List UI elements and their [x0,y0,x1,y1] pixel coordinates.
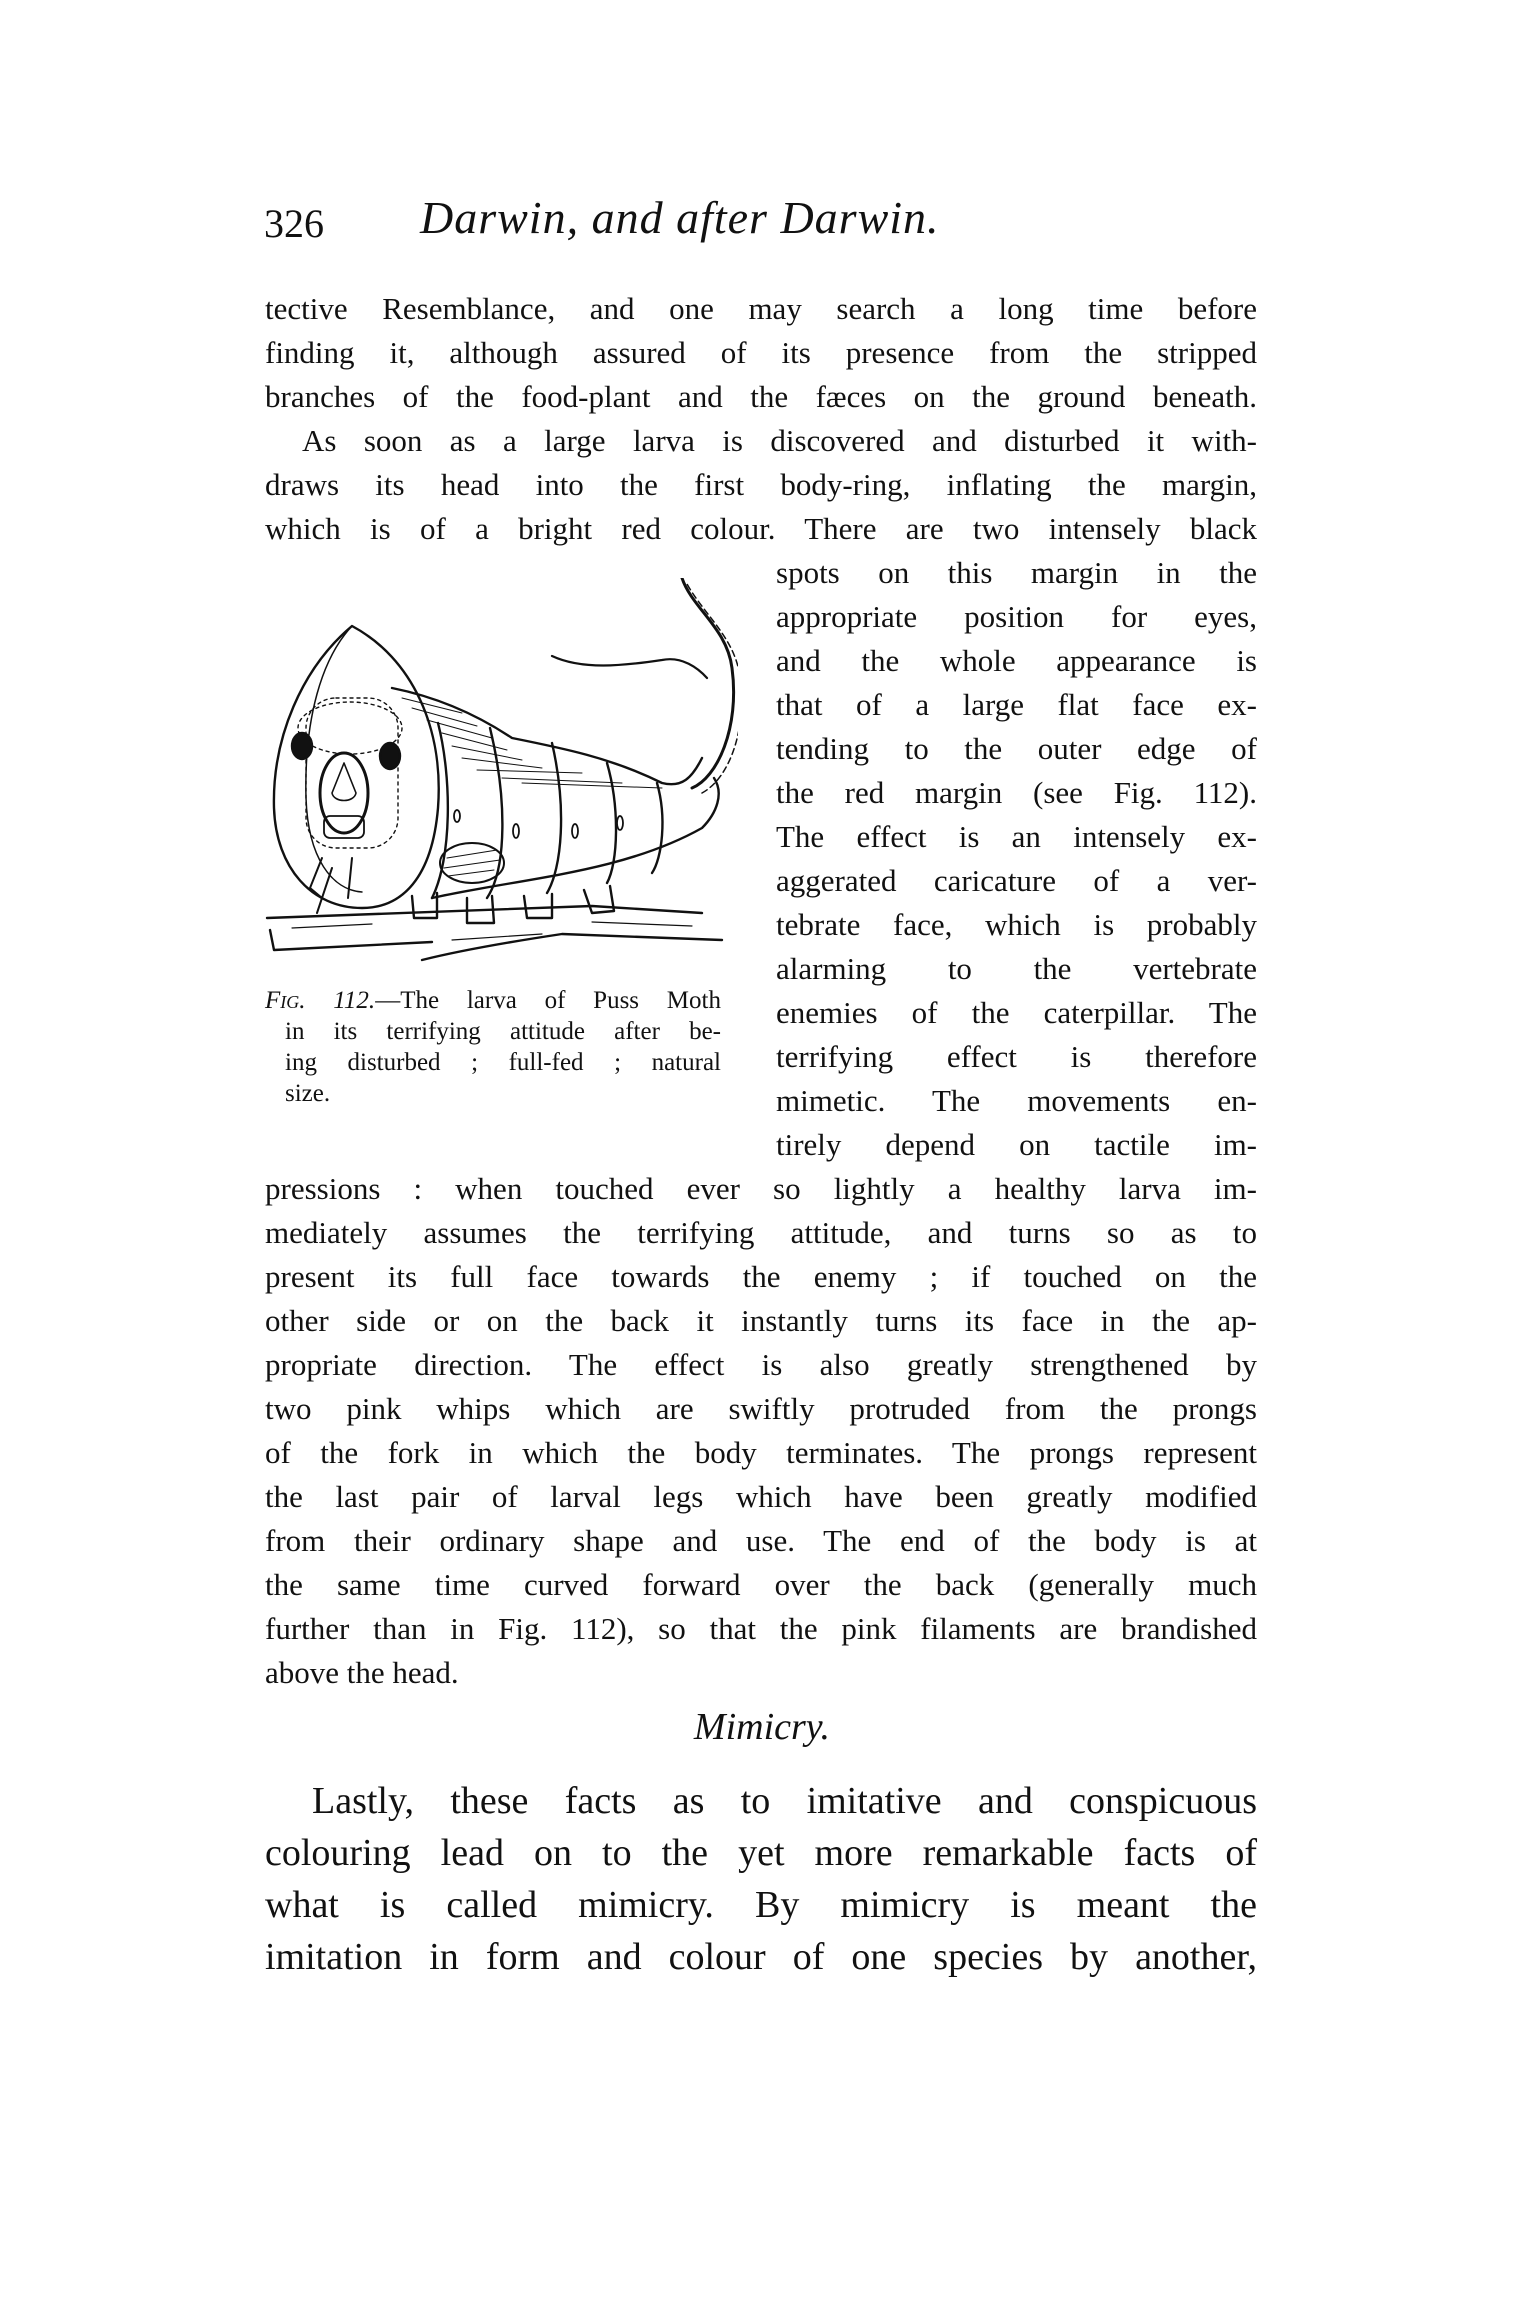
text-line: that of a large flat face ex- [776,687,1257,722]
text-line: The effect is an intensely ex- [776,819,1257,854]
text-line: branches of the food-plant and the fæces on the ground beneath. [265,379,1257,414]
text-line: other side or on the back it instantly turns its face in the ap- [265,1303,1257,1338]
text-line: the red margin (see Fig. 112). [776,775,1257,810]
text-line: draws its head into the first body-ring, inflating the margin, [265,467,1257,502]
caption-text: —The larva of Puss Moth [375,987,721,1014]
text-line: aggerated caricature of a ver- [776,863,1257,898]
text-line: present its full face towards the enemy ; if touched on the [265,1259,1257,1294]
text-line: which is of a bright red colour. There are two intensely black [265,511,1257,546]
text-line: finding it, although assured of its presence from the stripped [265,335,1257,370]
text-line: of the fork in which the body terminates. The prongs represent [265,1435,1257,1470]
text-line: colouring lead on to the yet more remarkable facts of [265,1832,1257,1874]
text-line: alarming to the vertebrate [776,951,1257,986]
text-line: two pink whips which are swiftly protruded from the prongs [265,1391,1257,1426]
text-line: tirely depend on tactile im- [776,1127,1257,1162]
text-line: the last pair of larval legs which have been greatly modified [265,1479,1257,1514]
text-line: propriate direction. The effect is also greatly strengthened by [265,1347,1257,1382]
text-line: tebrate face, which is probably [776,907,1257,942]
section-heading-mimicry: Mimicry. [693,1706,831,1748]
text-line: above the head. [265,1655,459,1690]
text-line: tending to the outer edge of [776,731,1257,766]
page-number: 326 [264,201,324,246]
text-line: and the whole appearance is [776,643,1257,678]
text-line: enemies of the caterpillar. The [776,995,1257,1030]
text-line: pressions : when touched ever so lightly a healthy larva im- [265,1171,1257,1206]
text-line: tective Resemblance, and one may search a long time before [265,291,1257,326]
caterpillar-illustration-icon [262,578,738,968]
figure-112-illustration [262,578,738,968]
text-line: terrifying effect is therefore [776,1039,1257,1074]
text-line: As soon as a large larva is discovered and disturbed it with- [302,423,1257,458]
text-line: from their ordinary shape and use. The end of the body is at [265,1523,1257,1558]
text-line: Lastly, these facts as to imitative and conspicuous [312,1780,1257,1822]
text-line: spots on this margin in the [776,555,1257,590]
text-line: mimetic. The movements en- [776,1083,1257,1118]
text-line: imitation in form and colour of one species by another, [265,1936,1257,1978]
text-line: what is called mimicry. By mimicry is meant the [265,1884,1257,1926]
figure-label: Fig. 112. [265,987,376,1014]
caption-line: size. [285,1080,331,1107]
text-line: mediately assumes the terrifying attitude, and turns so as to [265,1215,1257,1250]
caption-line [265,985,721,1016]
text-line: further than in Fig. 112), so that the pink filaments are brandished [265,1611,1257,1646]
text-line: appropriate position for eyes, [776,599,1257,634]
text-line: the same time curved forward over the back (generally much [265,1567,1257,1602]
running-title: Darwin, and after Darwin. [420,192,940,243]
caption-line: ing disturbed ; full-fed ; natural [285,1049,721,1076]
caption-line: in its terrifying attitude after be- [285,1018,721,1045]
